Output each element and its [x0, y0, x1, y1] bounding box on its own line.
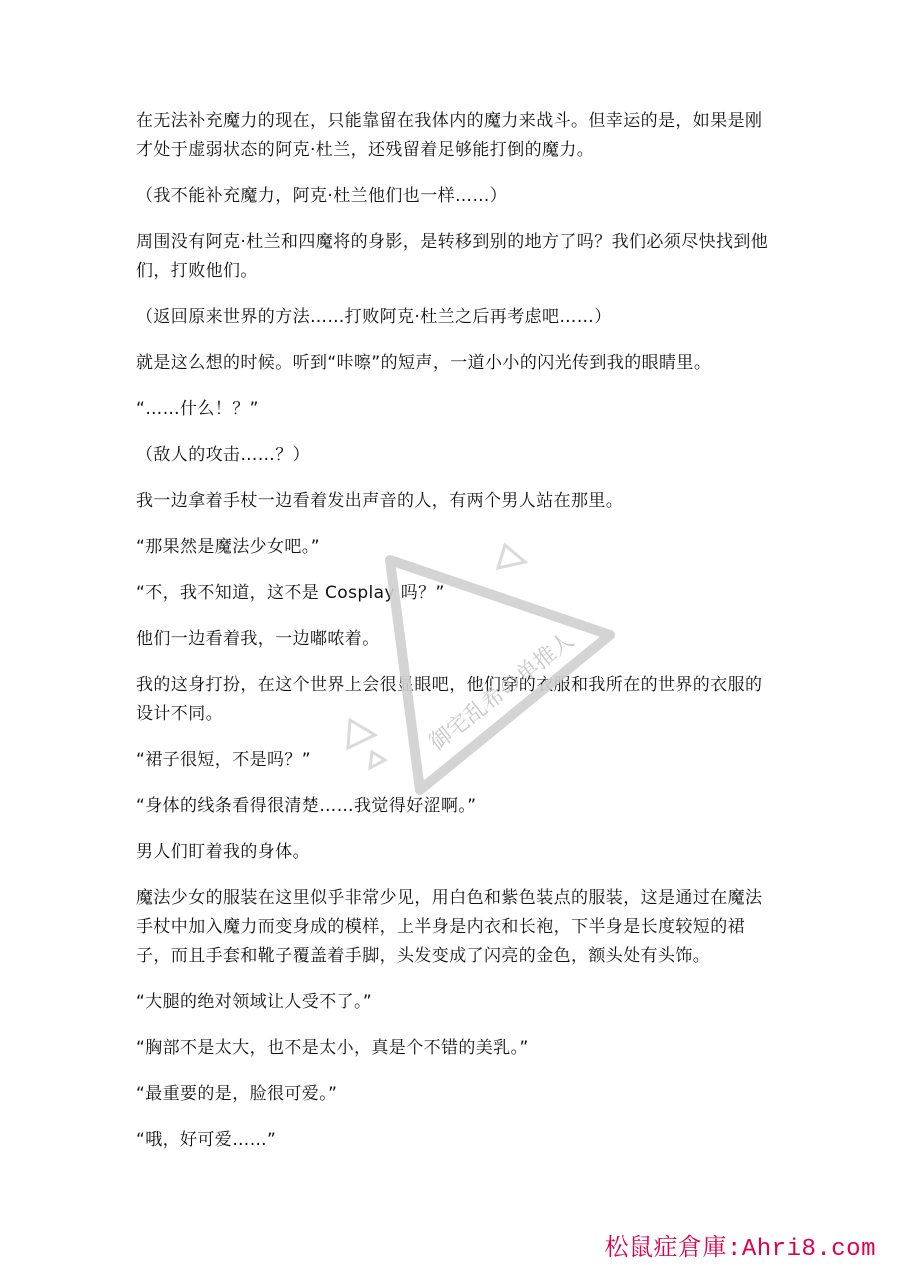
paragraph: 男人们盯着我的身体。: [136, 842, 310, 862]
document-body: [136, 107, 776, 1155]
paragraph: “……什么！？”: [136, 399, 259, 419]
paragraph: “大腿的绝对领域让人受不了。”: [136, 992, 373, 1012]
paragraph: 他们一边看着我，一边嘟哝着。: [136, 629, 380, 649]
paragraph: 在无法补充魔力的现在，只能靠留在我体内的魔力来战斗。但幸运的是，如果是刚才处于虚弱状态的阿克·杜兰，还残留着足够能打倒的魔力。: [136, 111, 763, 160]
paragraph: 魔法少女的服装在这里似乎非常少见，用白色和紫色装点的服装，这是通过在魔法手杖中加入魔力而变身成的模样，上半身是内衣和长袍，下半身是长度较短的裙子，而且手套和靴子覆盖着手脚，头发变成了闪亮的金色，额头处有头饰。: [136, 888, 763, 966]
paragraph: “那果然是魔法少女吧。”: [136, 537, 320, 557]
watermark-text: 御宅乱希の单推人: [424, 627, 579, 756]
footer-source-label: 松鼠症倉庫:Ahri8.com: [604, 1236, 876, 1263]
paragraph: （我不能补充魔力，阿克·杜兰他们也一样……）: [136, 186, 508, 206]
paragraph: “身体的线条看得很清楚……我觉得好涩啊。”: [136, 796, 477, 816]
paragraph: 我一边拿着手杖一边看着发出声音的人，有两个男人站在那里。: [136, 491, 624, 511]
paragraph: 周围没有阿克·杜兰和四魔将的身影，是转移到别的地方了吗？我们必须尽快找到他们，打败他们。: [136, 232, 769, 281]
paragraph: （返回原来世界的方法……打败阿克·杜兰之后再考虑吧……）: [136, 307, 612, 327]
paragraph: （敌人的攻击……？）: [136, 445, 310, 465]
paragraph: “最重要的是，脸很可爱。”: [136, 1084, 338, 1104]
paragraph: “裙子很短，不是吗？”: [136, 750, 312, 770]
paragraph: “胸部不是太大，也不是太小，真是个不错的美乳。”: [136, 1038, 529, 1058]
paragraph: 就是这么想的时候。听到“咔嚓”的短声，一道小小的闪光传到我的眼睛里。: [136, 353, 712, 373]
paragraph: “不，我不知道，这不是 Cosplay 吗？”: [136, 583, 445, 603]
paragraph: 我的这身打扮，在这个世界上会很显眼吧，他们穿的衣服和我所在的世界的衣服的设计不同。: [136, 675, 763, 724]
paragraph: “哦，好可爱……”: [136, 1130, 277, 1150]
